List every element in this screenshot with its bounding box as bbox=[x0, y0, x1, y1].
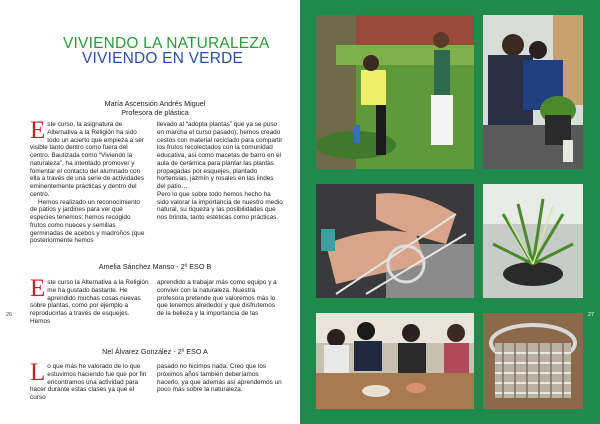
title-line-2: VIVIENDO EN VERDE bbox=[82, 50, 244, 67]
boys-potting-plant-photo bbox=[483, 15, 583, 169]
page-number-right: 27 bbox=[588, 312, 595, 318]
classroom-clay-work-photo bbox=[316, 313, 474, 409]
article1-dropcap: E bbox=[30, 117, 46, 144]
hands-weaving-basket-photo bbox=[316, 184, 474, 298]
woven-basket-photo bbox=[483, 313, 583, 409]
article3-column-1 bbox=[30, 359, 148, 402]
article3-text-1: o que más he valorado de lo que estuvimos haciendo fue que por fin encontramos una actividad para hacer durante estas clases ya que el curso bbox=[30, 363, 147, 401]
article2-author: Amelia Sánchez Manso - 2º ESO B bbox=[98, 262, 212, 271]
article1-byline bbox=[30, 100, 280, 117]
article1-column-1 bbox=[30, 117, 147, 245]
article1-author: María Ascensión Andrés Miguel bbox=[104, 99, 206, 108]
page-number-left: 26 bbox=[6, 312, 13, 318]
article1-paragraph-4: Pero lo que sobre todo hemos hecho ha sido valorar la importancia de nuestro medio natural, su riqueza y las posibilidades que nos brinda, tanto estéticas como prácticas. bbox=[157, 190, 283, 221]
article1-paragraph-2: Hemos realizado un reconocimiento de patios y jardines para ver qué especies tenemos; hemos recogido frutos como nueces y semillas germinadas de acebos y madroños (que posteriormente hemos bbox=[30, 198, 145, 245]
article2-dropcap: E bbox=[30, 275, 46, 302]
article2-column-1 bbox=[30, 275, 150, 326]
article3-column-2: pasado no hicimos nada. Creo que los próximos años también deberíamos hacerlo, ya que además así aprendemos un poco más sobre la naturaleza. bbox=[157, 363, 282, 394]
title-line-1: VIVIENDO LA NATURALEZA bbox=[63, 35, 270, 52]
article2-text-1: ste curso la Alternativa a la Religión me ha gustado bastante. He aprendido muchas cosas nuevas sobre plantas, como por ejemplo a reproducirlas a través de esquejes. Hemos bbox=[30, 279, 149, 325]
article1-role: Profesora de plástica bbox=[121, 107, 189, 117]
spider-plant-pot-photo bbox=[483, 184, 583, 298]
article3-dropcap: L bbox=[30, 359, 46, 386]
students-planting-in-garden-photo bbox=[316, 15, 474, 169]
article2-column-2: aprendido a trabajar más como equipo y a convivir con la naturaleza. Nuestra profesora pretende que valoremos más lo que tenemos alrededor y que disfrutemos de la belleza y la importancia de las bbox=[157, 279, 277, 317]
article1-paragraph-3: llevado al “adopta plantas” que ya se puso en marcha el curso pasado); hemos creado cestos con material reciclado para compartir los frutos recolectados con la comunidad educativa, así como macetas de barro en el aula de cerámica para plantar las plantas propagadas por esquejes, plantado hortensias, jazmín y rosales en las lindes del patio… bbox=[157, 121, 283, 190]
article1-column-2 bbox=[157, 121, 283, 222]
article1-text-1: ste curso, la asignatura de Alternativa a la Religión ha sido todo un acierto que empieza a ser visible tanto dentro como fuera del centro. Bautizada como “Viviendo la naturaleza”, ha intentado promover y fomentar el contacto del alumnado con ella a través de una serie de actividades eminentemente prácticas y dentro del centro. bbox=[30, 121, 145, 198]
article3-author: Nel Álvarez González - 2º ESO A bbox=[102, 347, 208, 356]
article1-paragraph-1 bbox=[30, 117, 147, 199]
